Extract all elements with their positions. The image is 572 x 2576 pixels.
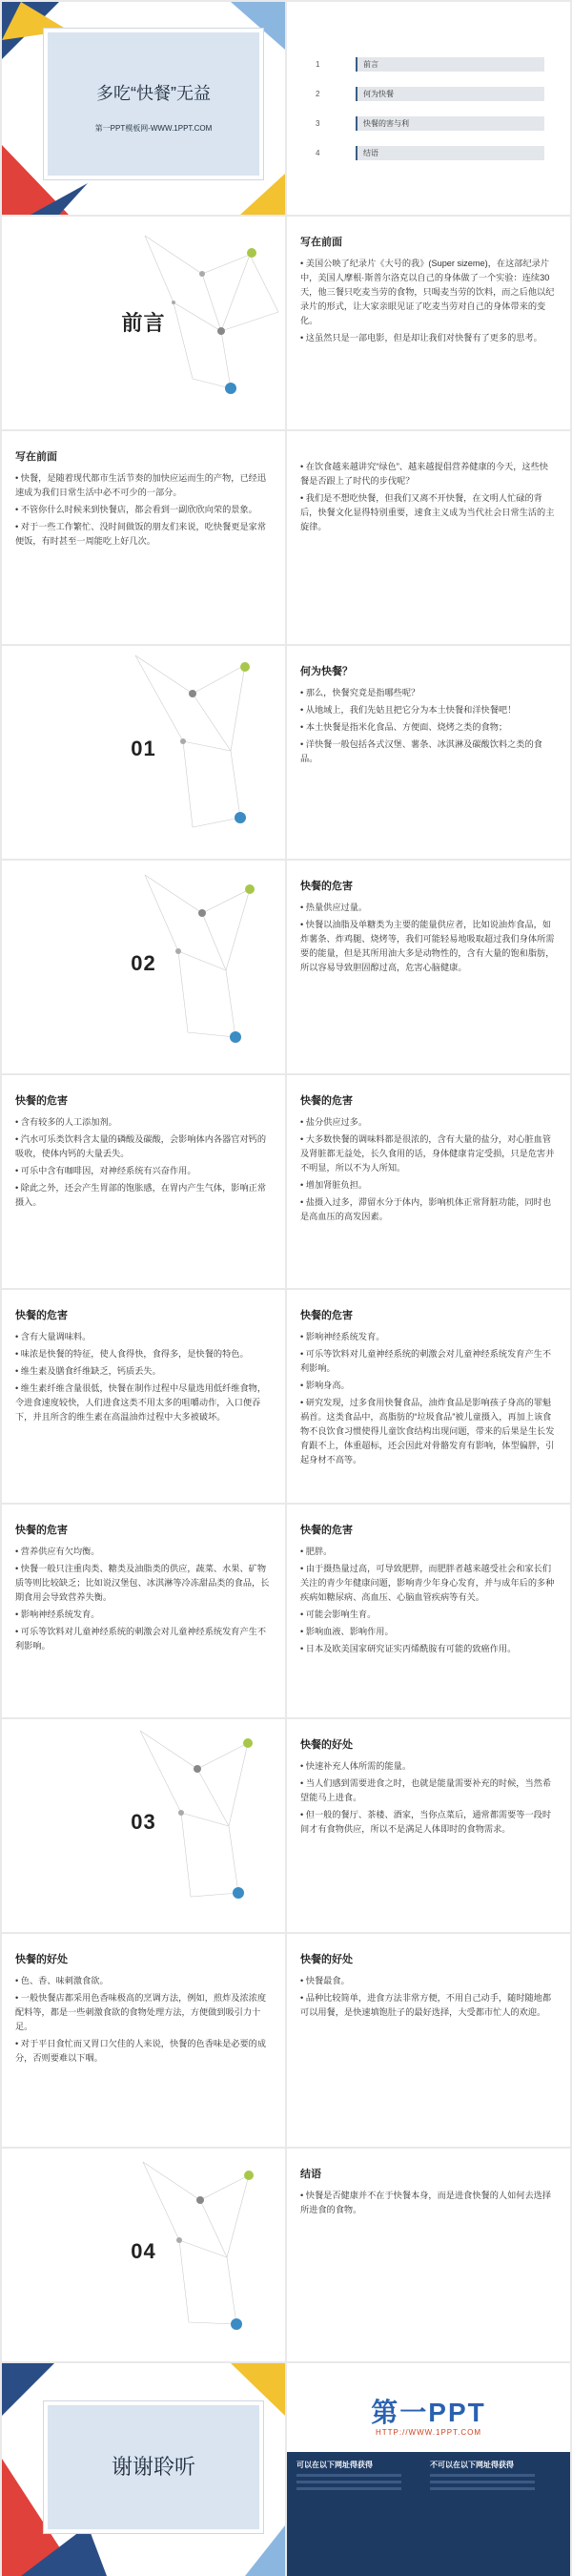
slide-content xyxy=(287,1290,570,1503)
cover-frame xyxy=(44,29,263,179)
slide-title: 写在前面 xyxy=(15,451,57,463)
slide-content xyxy=(2,1505,285,1717)
slide-content xyxy=(2,1075,285,1288)
bullet-list: • 那么，快餐究竟是指哪些呢？ • 从地域上，我们先姑且把它分为本土快餐和洋快餐吧！ • 本土快餐是指米化食品、方便面、烧烤之类的食物； • 洋快餐一般包括各式汉堡、薯条、冰淇淋及碳酸饮料之类的食品。 xyxy=(300,686,557,769)
bullet-list: • 快餐最食。 • 品种比较简单，进食方法非常方便，不用自己动手，随时随地都可以用餐，是快速填饱肚子的最好选择，大受都市忙人的欢迎。 xyxy=(300,1974,557,2023)
brand-logo: 第一PPT xyxy=(371,2398,486,2427)
slide-cover xyxy=(2,2,285,215)
slide-content xyxy=(287,1075,570,1288)
bullet-list: • 在饮食越来越讲究“绿色”、越来越提倡营养健康的今天，这些快餐是否跟上了时代的步伐呢？ • 我们是不想吃快餐，但我们又离不开快餐，在文明人忙碌的背后，快餐文化显得特别重要，速食主义成为当代社会日常生活的主旋律。 xyxy=(300,460,557,537)
slide-content xyxy=(2,1934,285,2147)
slide-title: 快餐的危害 xyxy=(300,1310,353,1321)
slide-content xyxy=(287,431,570,644)
toc-item[interactable]: 4 结语 xyxy=(316,146,554,160)
section-number: 02 xyxy=(131,951,156,975)
slide-section-preface xyxy=(2,217,285,429)
brand-col-heading: 不可以在以下网址得获得 xyxy=(430,2461,514,2469)
bullet-list: • 含有大量调味料。 • 味浓是快餐的特征，使人食得快，食得多，是快餐的特色。 • 维生素及膳食纤维缺乏，钙质丢失。 • 维生素纤维含量很低，快餐在制作过程中尽量选用低纤维食物，令进食速度较快，人们进食这类不用太多的咀嚼动作，入口便吞下，并且所含的维生素在高温油炸过程中大多被破坏。 xyxy=(15,1330,272,1427)
cover-title: 多吃“快餐”无益 xyxy=(96,84,211,103)
slide-title: 何为快餐？ xyxy=(300,666,353,677)
brand-col-heading: 可以在以下网址得获得 xyxy=(296,2461,373,2469)
slide-section-04 xyxy=(2,2149,285,2361)
slide-title: 快餐的危害 xyxy=(15,1310,68,1321)
slide-title: 快餐的好处 xyxy=(15,1954,68,1965)
thanks-frame xyxy=(44,2401,263,2533)
bullet-list: • 色、香、味刺激食欲。 • 一般快餐店都采用色香味极高的烹调方法，例如，煎炸及浓浓度配料等，都是一些刺激食欲的食物处理方法，方便做到吸引力十足。 • 对于平日食忙而又胃口欠佳的人来说，快餐的色香味是必要的成分，否则要难以下咽。 xyxy=(15,1974,272,2068)
bullet-list: • 盐分供应过多。 • 大多数快餐的调味料都是很浓的，含有大量的盐分，对心脏血管及肾脏都无益处，长久食用的话，身体健康肯定受损，只是危害并不明显，所以不为人所知。 • 增加肾脏负担。 • 盐摄入过多，滞留水分于体内，影响机体正常肾脏功能，同时也是高血压的高发因素。 xyxy=(300,1115,557,1227)
slide-content xyxy=(2,431,285,644)
toc-item[interactable]: 1 前言 xyxy=(316,57,554,72)
slide-content xyxy=(287,646,570,859)
slide-section-02 xyxy=(2,861,285,1073)
slide-title: 快餐的好处 xyxy=(300,1739,353,1751)
toc-item[interactable]: 3 快餐的害与利 xyxy=(316,116,554,131)
slide-title: 快餐的危害 xyxy=(15,1095,68,1107)
bullet-list: • 快餐，是随着现代都市生活节奏的加快应运而生的产物，已经迅速成为我们日常生活中必不可少的一部分。 • 不管你什么时候来到快餐店，都会看到一副欣欣向荣的景象。 • 对于一些工作繁忙、没时间做饭的朋友们来说，吃快餐更是家常便饭，有时甚至一周能吃上好几次。 xyxy=(15,471,272,551)
toc-item[interactable]: 2 何为快餐 xyxy=(316,87,554,101)
slide-title: 快餐的好处 xyxy=(300,1954,353,1965)
slide-content xyxy=(287,217,570,429)
slide-content xyxy=(287,861,570,1073)
cover-subtitle: 第一PPT模板网-WWW.1PPT.COM xyxy=(94,124,213,133)
bullet-list: • 肥胖。 • 由于摄热量过高，可导致肥胖，而肥胖者越来越受社会和家长们关注的青少年健康问题，影响青少年身心发育，并与成年后的多种疾病如糖尿病、高血压、心脑血管疾病等有关。 • 可能会影响生育。 • 影响血液、影响作用。 • 日本及欧美国家研究证实丙烯酰胺有可能的致癌作用。 xyxy=(300,1545,557,1659)
bullet-list: • 快餐是否健康并不在于快餐本身，而是进食快餐的人如何去选择所进食的食物。 xyxy=(300,2189,557,2220)
section-number: 01 xyxy=(131,737,156,760)
slide-title: 结语 xyxy=(300,2169,321,2180)
slide-content xyxy=(287,1719,570,1932)
brand-url[interactable]: HTTP://WWW.1PPT.COM xyxy=(376,2428,481,2437)
bullet-list: • 影响神经系统发育。 • 可乐等饮料对儿童神经系统的刺激会对儿童神经系统发育产生不利影响。 • 影响身高。 • 研究发现，过多食用快餐食品，油炸食品是影响孩子身高的罪魁祸首。这类食品中，高脂肪的“垃圾食品”被儿童摄入，再加上该食物不良饮食习惯使得儿童饮食结构出现问题，带来的后果是生长发育跟不上，体重超标，还会因此对骨骼发育有影响，体型偏胖，引起身材不高等。 xyxy=(300,1330,557,1470)
brand-panel xyxy=(287,2452,570,2576)
section-title: 前言 xyxy=(121,311,166,335)
slide-content xyxy=(287,2149,570,2361)
section-number: 04 xyxy=(131,2239,156,2263)
thanks-title: 谢谢聆听 xyxy=(111,2455,195,2479)
slide-content xyxy=(287,1934,570,2147)
slide-toc xyxy=(287,2,570,215)
section-number: 03 xyxy=(131,1810,156,1834)
slide-title: 快餐的危害 xyxy=(300,1525,353,1536)
slide-thanks xyxy=(2,2363,285,2576)
slide-section-03 xyxy=(2,1719,285,1932)
bullet-list: • 快速补充人体所需的能量。 • 当人们感到需要进食之时，也就是能量需要补充的时候，当然希望能马上进食。 • 但一般的餐厅、茶楼、酒家，当你点菜后，通常都需要等一段时间才有食物供应，所以不是满足人体即时的食物需求。 xyxy=(300,1759,557,1839)
bullet-list: • 含有较多的人工添加剂。 • 汽水可乐类饮料含太量的磷酸及碳酸，会影响体内各器官对钙的吸收，使体内钙的大量丢失。 • 可乐中含有咖啡因，对神经系统有兴奋作用。 • 除此之外，还会产生胃部的饱胀感，在胃内产生气体，影响正常摄入。 xyxy=(15,1115,272,1213)
slide-section-01 xyxy=(2,646,285,859)
slide-content xyxy=(287,1505,570,1717)
slide-title: 快餐的危害 xyxy=(15,1525,68,1536)
slide-content xyxy=(2,1290,285,1503)
bullet-list: • 美国公映了纪录片《大号的我》(Super sizeme)，在这部纪录片中，美国人摩根·斯普尔洛克以自己的身体做了一个实验：连续30天，他三餐只吃麦当劳的食物，只喝麦当劳的饮料，而之后他以纪录片的形式，让大家亲眼见证了吃麦当劳对自己的身体带来的变化。 • 这虽然只是一部电影，但是却让我们对快餐有了更多的思考。 xyxy=(300,257,557,348)
slide-brand xyxy=(287,2363,570,2576)
bullet-list: • 营养供应有欠均衡。 • 快餐一般只注重肉类、糖类及油脂类的供应，蔬菜、水果、矿物质等则比较缺乏；比如说汉堡包、冰淇淋等冷冻甜品类的食品，长期食用会导致营养失衡。 • 影响神经系统发育。 • 可乐等饮料对儿童神经系统的刺激会对儿童神经系统发育产生不利影响。 xyxy=(15,1545,272,1656)
slide-title: 写在前面 xyxy=(300,237,342,248)
slide-title: 快餐的危害 xyxy=(300,881,353,892)
slide-title: 快餐的危害 xyxy=(300,1095,353,1107)
bullet-list: • 热量供应过量。 • 快餐以油脂及单糖类为主要的能量供应者，比如说油炸食品，如炸薯条、炸鸡腿、烧烤等，我们可能轻易地吸取超过我们身体所需要的能量，但是其所用油大多是动物性的，含有大量的饱和脂肪，所以容易导致胆固醇过高，危害心脑健康。 xyxy=(300,901,557,978)
